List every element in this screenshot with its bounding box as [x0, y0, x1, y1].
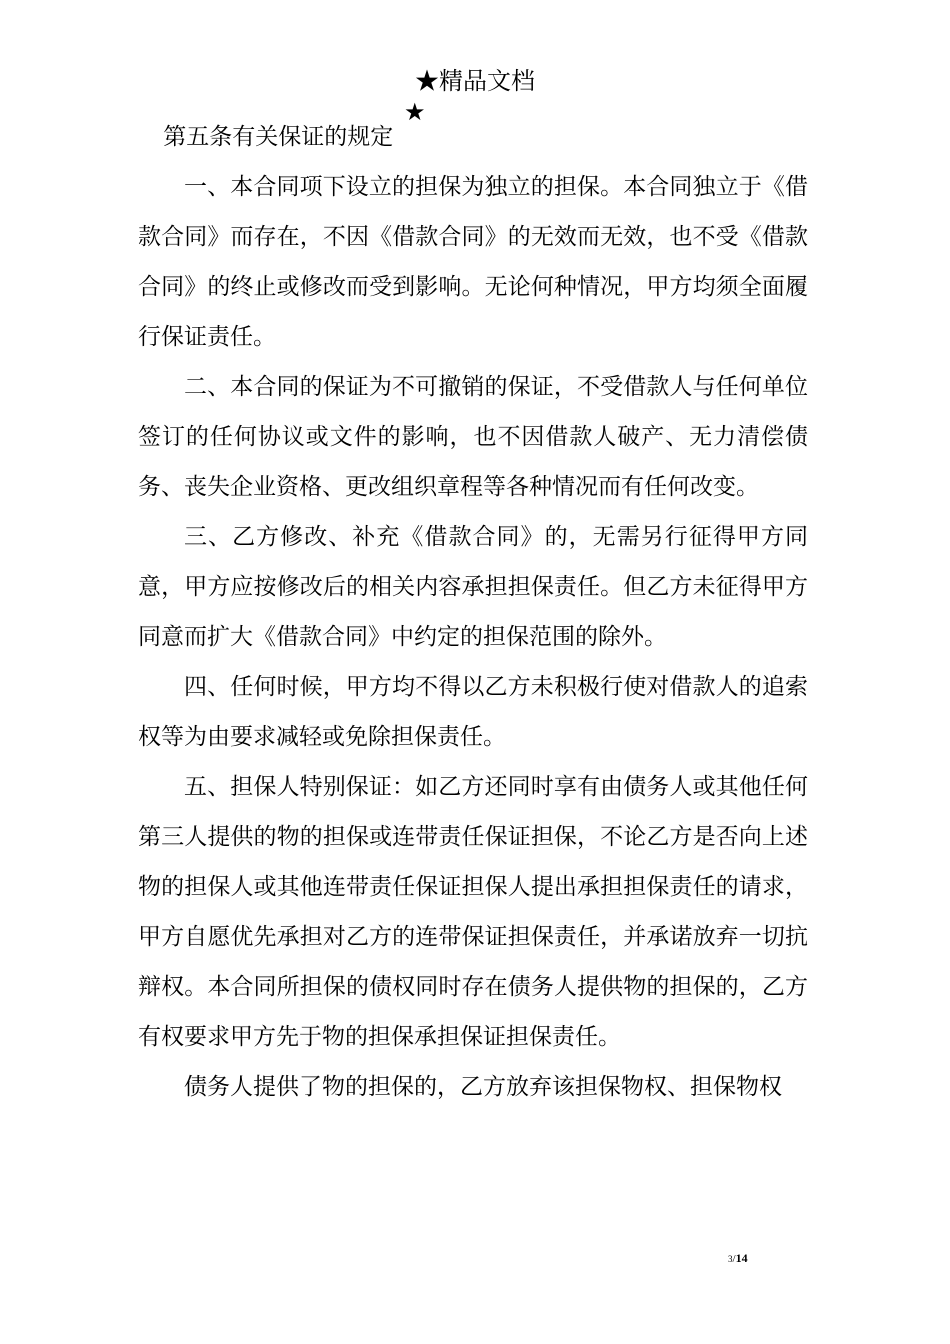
current-page: 3 [728, 1254, 733, 1264]
header-title: ★精品文档 [415, 67, 535, 95]
page-number [728, 1251, 748, 1266]
document-body [138, 112, 808, 1112]
paragraph-3: 三、乙方修改、补充《借款合同》的，无需另行征得甲方同意，甲方应按修改后的相关内容承担担保责任。但乙方未征得甲方同意而扩大《借款合同》中约定的担保范围的除外。 [138, 524, 808, 650]
document-header [0, 64, 950, 98]
paragraph-6: 债务人提供了物的担保的，乙方放弃该担保物权、担保物权 [184, 1074, 782, 1100]
total-pages: 14 [735, 1251, 748, 1265]
page-separator: / [732, 1253, 736, 1265]
paragraph-5: 五、担保人特别保证：如乙方还同时享有由债务人或其他任何第三人提供的物的担保或连带责任保证担保，不论乙方是否向上述物的担保人或其他连带责任保证担保人提出承担担保责任的请求，甲方自愿优先承担对乙方的连带保证担保责任，并承诺放弃一切抗辩权。本合同所担保的债权同时存在债务人提供物的担保的，乙方有权要求甲方先于物的担保承担保证担保责任。 [138, 774, 808, 1050]
header-star: ★ [404, 98, 426, 126]
paragraph-2: 二、本合同的保证为不可撤销的保证，不受借款人与任何单位签订的任何协议或文件的影响，也不因借款人破产、无力清偿债务、丧失企业资格、更改组织章程等各种情况而有任何改变。 [138, 374, 808, 500]
paragraph-1: 一、本合同项下设立的担保为独立的担保。本合同独立于《借款合同》而存在，不因《借款合同》的无效而无效，也不受《借款合同》的终止或修改而受到影响。无论何种情况，甲方均须全面履行保证责任。 [138, 174, 808, 350]
section-title: 第五条有关保证的规定 [163, 124, 394, 150]
paragraph-4: 四、任何时候，甲方均不得以乙方未积极行使对借款人的追索权等为由要求减轻或免除担保责任。 [138, 674, 808, 750]
